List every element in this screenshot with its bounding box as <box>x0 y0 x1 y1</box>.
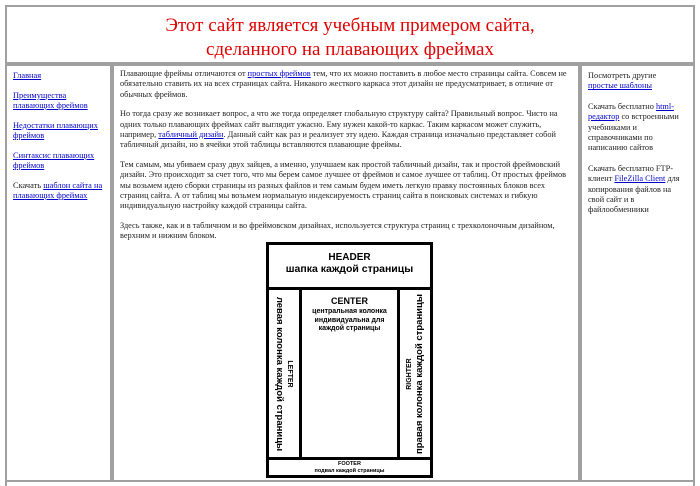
diagram-header-block <box>269 245 430 290</box>
main-content <box>114 66 578 242</box>
link-table-design[interactable]: табличный дизайн <box>158 130 224 140</box>
center-frame <box>112 64 580 482</box>
right-sidebar-frame <box>580 64 695 482</box>
nav-link-advantages[interactable]: Преимущества плавающих фреймов <box>13 90 88 110</box>
text: для копирования файлов на свой сайт и в файлообменники <box>588 174 680 215</box>
text: со встроенными учебниками и справочниками по написанию сайтов <box>588 112 679 153</box>
nav-link-download-template[interactable]: шаблон сайта на плавающих фреймах <box>13 180 103 200</box>
footer-frame <box>5 480 695 486</box>
right-sidebar <box>582 66 693 216</box>
nav-link-disadvantages[interactable]: Недостатки плавающих фреймов <box>13 120 98 140</box>
nav-link-home[interactable]: Главная <box>13 71 42 80</box>
header-frame <box>5 5 695 64</box>
diagram-left-block <box>269 290 302 457</box>
diagram-left-subtitle: левая колонка каждой страницы <box>274 296 285 451</box>
sidebar-paragraph-3 <box>588 164 687 216</box>
text: Плавающие фреймы отличаются от <box>120 69 248 78</box>
title-line-1: Этот сайт является учебным примером сайта, <box>165 15 535 36</box>
diagram-footer-title: FOOTER <box>338 461 361 467</box>
page-title <box>7 14 693 62</box>
text: Но тогда сразу же возникает вопрос, а что же тогда определяет глобальную структуру сайта? Правильный вопрос. Чисто на одних только плавающих фреймах сайт выглядит ужасно. Ему нужен какой-то каркас. Таким каркасом может служить, например, <box>120 109 558 140</box>
diagram-right-title: RIGHTER <box>406 357 413 390</box>
text: Посмотреть другие <box>588 71 657 80</box>
diagram-footer-subtitle: подвал каждой страницы <box>314 467 385 474</box>
link-simple-frames[interactable]: простых фреймов <box>247 69 311 78</box>
left-nav <box>7 66 110 202</box>
layout-diagram <box>266 242 433 478</box>
diagram-header-title: HEADER <box>328 252 371 263</box>
diagram-left-label <box>274 296 294 450</box>
diagram-header-subtitle: шапка каждой страницы <box>285 263 414 275</box>
diagram-footer-block <box>269 457 430 475</box>
diagram-center-subtitle: центральная колонка индивидуальна для каждой страницы <box>312 308 387 332</box>
text: Скачать бесплатно <box>588 101 656 111</box>
link-simple-templates[interactable]: простые шаблоны <box>588 81 652 91</box>
link-filezilla[interactable]: FileZilla Client <box>614 174 666 184</box>
content-paragraph-1 <box>120 69 572 100</box>
left-nav-frame <box>5 64 112 482</box>
diagram-right-label <box>405 294 425 454</box>
diagram-left-title: LEFTER <box>286 359 293 388</box>
diagram-center-title: CENTER <box>330 296 368 306</box>
diagram-center-block <box>302 290 397 457</box>
content-paragraph-3: Тем самым, мы убиваем сразу двух зайцев, а именно, улучшаем как простой табличный дизайн, так и простой фреймовский дизайн. Это происходит за счет того, что мы берем самое лучшее от фреймов и самое лучшее от таблиц. От простых фреймов мы возьмем идею сборки страницы из разных файлов и тем самым будем иметь легкую правку постоянных блоков всех страниц сайта. А от таблиц мы возьмем нормальную индексируемость страниц сайта в поисковых системах и гибкую индивидуальную настройку каждой страницы сайта. <box>120 159 567 211</box>
text: . Данный сайт как раз и реализует эту идею. Каждая страница изначально представляет собой табличный дизайн, но в ячейки этой таблицы вставляются плавающие фреймы. <box>120 130 556 150</box>
diagram-right-block <box>397 290 430 457</box>
nav-download-label: Скачать <box>13 180 44 190</box>
text: тем, что их можно поставить в любое место страницы сайта. Совсем не обязательно ставить их на всех страницах сайта. Никакого жесткого каркаса этот дизайн не предусматривает, в отличие от обычных фреймов. <box>120 69 567 99</box>
sidebar-paragraph-2 <box>588 102 687 154</box>
text: Скачать бесплатно FTP-клиент <box>588 163 673 184</box>
title-line-2: сделанного на плавающих фреймах <box>206 39 494 60</box>
nav-link-syntax[interactable]: Синтаксис плавающих фреймов <box>13 150 95 170</box>
content-paragraph-2 <box>120 109 572 151</box>
diagram-right-subtitle: правая колонка каждой страницы <box>414 293 425 454</box>
content-paragraph-4: Здесь также, как и в табличном и во фреймовском дизайнах, используется структура страниц с трехколоночным дизайном, верхним и нижним блоком. <box>120 220 555 241</box>
sidebar-paragraph-1 <box>588 71 687 92</box>
link-html-editor[interactable]: html-редактор <box>588 101 674 122</box>
